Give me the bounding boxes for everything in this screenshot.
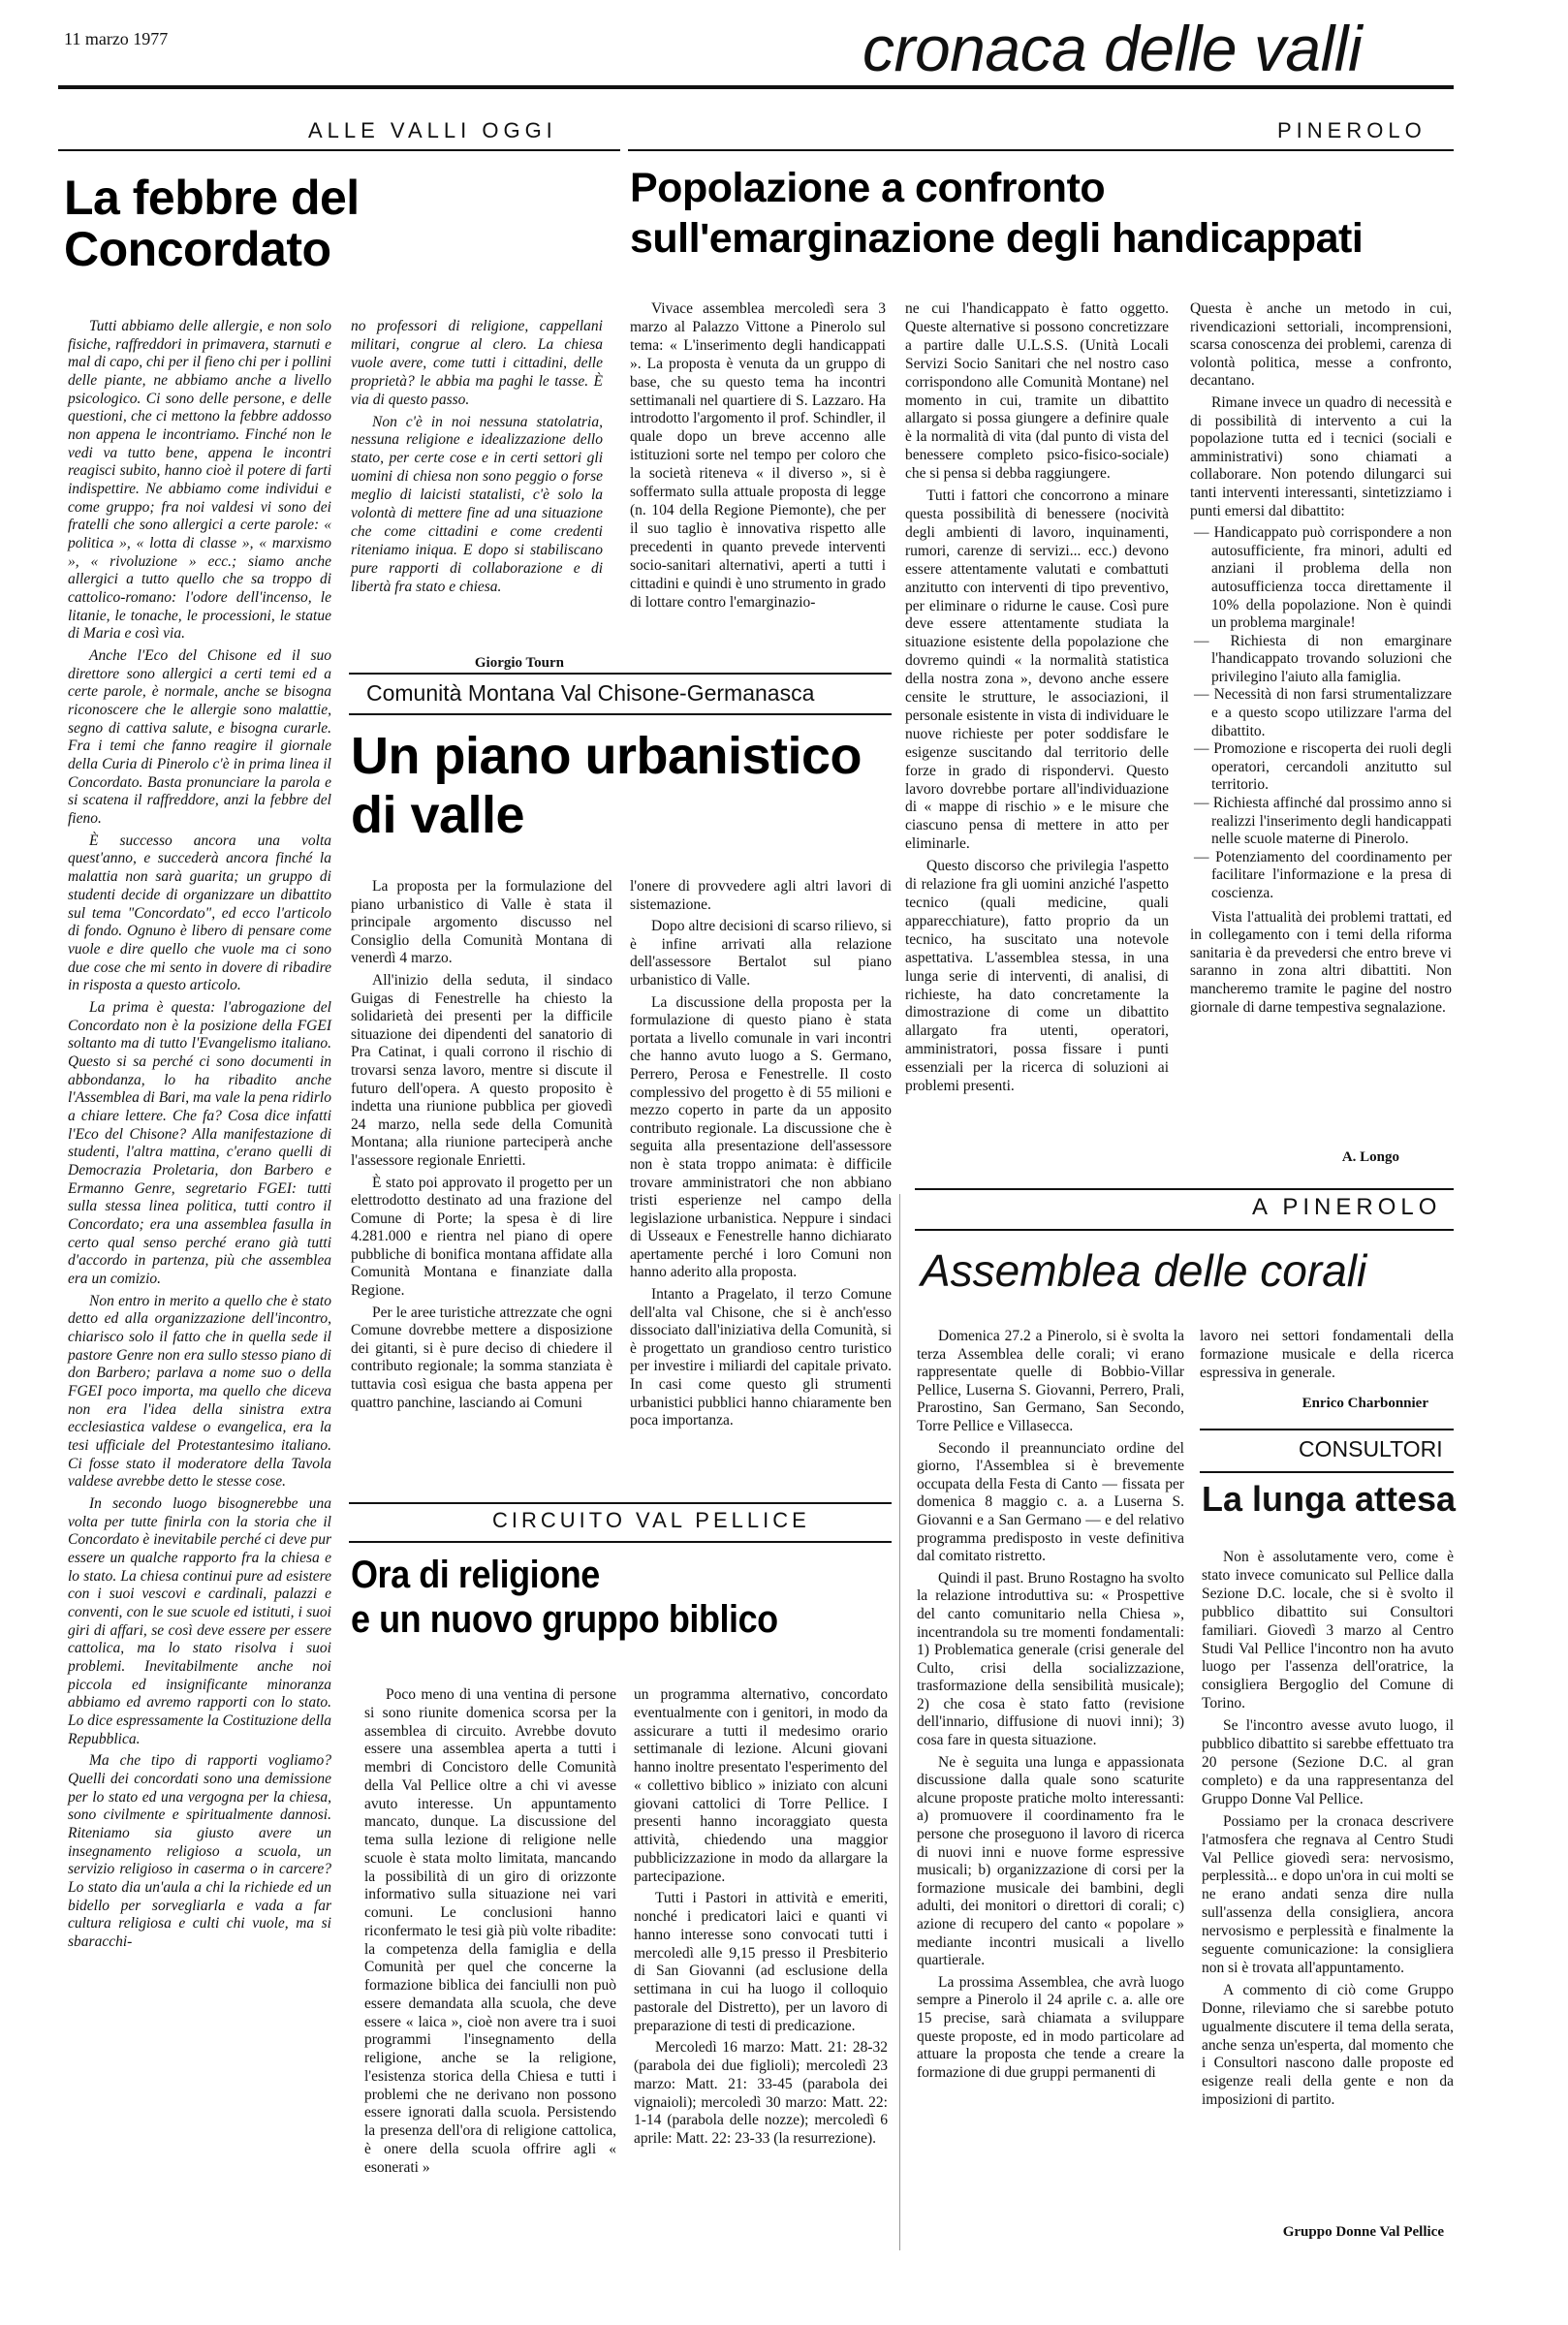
febbre-col2 (351, 318, 603, 601)
paragraph: Mercoledì 16 marzo: Matt. 21: 28-32 (parabola dei due figlioli); mercoledì 23 marzo: Matt. 21: 33-45 (parabola dei vignaioli); mercoledì 30 marzo: Matt. 22: 1-14 (parabola delle nozze); mercoledì 6 aprile: Matt. 22: 23-33 (la resurrezione). (634, 2039, 888, 2147)
headline-line: Popolazione a confronto (630, 165, 1106, 211)
paragraph: un programma alternativo, concordato eventualmente con i genitori, in modo da assicurare a tutti il medesimo orario settimanale di lezione. Alcuni giovani hanno inoltre presentato l'esperimento del « collettivo biblico » iniziato con alcuni giovani cattolici di Torre Pellice. I presenti hanno incoraggiato questa attività, chiedendo una maggior pubblicizzazione in modo da allargare la partecipazione. (634, 1686, 888, 1885)
religione-col1 (364, 1686, 616, 2181)
corali-col1 (917, 1328, 1184, 2086)
column-divider (899, 1194, 900, 2250)
paragraph: Questo discorso che privilegia l'aspetto di relazione fra gli uomini anziché l'aspetto tecnico (quali medicine, quali apparecchiature), fatto proprio da un tecnico, ha suscitato una notevole aspettativa. L'assemblea stessa, in una lunga serie di interventi, di analisi, di richieste, ha dato concretamente la dimostrazione di come un dibattito allargato fra utenti, operatori, amministratori, possa fissare i punti essenziali per la ricerca di soluzioni ai problemi presenti. (905, 858, 1169, 1095)
corali-col2 (1200, 1328, 1454, 1387)
paragraph: La prima è questa: l'abrogazione del Concordato non è la posizione della FGEI soltanto ma di tutto l'Evangelismo italiano. Questo si sa perché ci sono documenti in abbondanza, lo ha ribadito anche l'Assemblea di Bari, ma vale la pena ridirlo a chiare lettere. Che fa? Cosa dice infatti l'Eco del Chisone? Alla manifestazione di studenti, l'altra mattina, c'erano quelli di Democrazia Proletaria, don Barbero e Ermanno Genre, segretario FGEI: tutti sulla stessa linea politica, tutti contro il Concordato; era una assemblea fasulla in certo qual senso perché erano già tutti d'accordo in partenza, più che assemblea era un comizio. (68, 998, 331, 1287)
piano-col1 (351, 878, 612, 1416)
popolazione-col3 (1190, 300, 1452, 1021)
paragraph: La discussione della proposta per la formulazione di questo piano è stata portata a livello comunale in vari incontri che hanno avuto luogo a S. Germano, Perrero, Perosa e Fenestrelle. Il costo complessivo del progetto è di 55 milioni e mezzo coperto in parte da un apposito contributo regionale. La discussione che è seguita alla presentazione dell'assessore non è stata troppo animata: è difficile trovare amministratori che non abbiano tristi esperienze nel campo della legislazione urbanistica. Neppure i sindaci di Usseaux e Fenestrelle hanno dichiarato apertamente perché i loro Comuni non hanno aderito alla proposta. (630, 993, 892, 1281)
paragraph: È stato poi approvato il progetto per un elettrodotto destinato ad una frazione del Comune di Porte; la spesa è di lire 4.281.000 e rientra nel piano di opere pubbliche di bonifica montana affidate alla Comunità Montana e finanziate dalla Regione. (351, 1174, 612, 1300)
section-rule-a-pinerolo (915, 1188, 1454, 1190)
popolazione-signature: A. Longo (1341, 1149, 1399, 1165)
paragraph: Se l'incontro avesse avuto luogo, il pubblico dibattito si sarebbe effettuato tra 20 persone (Sezione D.C. al gran completo) e da una rappresentanza del Gruppo Donne Val Pellice. (1202, 1717, 1454, 1807)
section-rule-right (628, 149, 1454, 151)
paragraph: Dopo altre decisioni di scarso rilievo, si è infine arrivati alla relazione dell'assessore Bertalot sul piano urbanistico di Valle. (630, 918, 892, 989)
paragraph: Possiamo per la cronaca descrivere l'atmosfera che regnava al Centro Studi Val Pellice giovedì sera: nervosismo, perplessità... e dopo un'ora in cui molti se ne erano andati senza dire nulla sull'assenza della consigliera, ancora nervosismo e perplessità e finalmente la seguente comunicazione: la consigliera non si è trovata all'appuntamento. (1202, 1812, 1454, 1976)
paragraph: Vista l'attualità dei problemi trattati, ed in collegamento con i temi della riforma sanitaria è da prevedersi che entro breve vi saranno in zona altri dibattiti. Non mancheremo tramite le pagine del nostro giornale di darne tempestiva segnalazione. (1190, 908, 1452, 1016)
list-item: — Necessità di non farsi strumentalizzare e a questo scopo utilizzare l'arma del dibattito. (1194, 686, 1452, 739)
section-rule-comunita-bottom (349, 713, 892, 715)
section-rule-left (58, 149, 620, 151)
paragraph: Questa è anche un metodo in cui, rivendicazioni settoriali, incomprensioni, scarsa conoscenza dei problemi, carenza di volontà politica, messe a confronto, decantano. (1190, 300, 1452, 390)
list-item: — Richiesta di non emarginare l'handicappato trovando soluzioni che privilegino l'aiuto alla famiglia. (1194, 632, 1452, 685)
paragraph: Tutti abbiamo delle allergie, e non solo fisiche, raffreddori in primavera, starnuti e mal di capo, chi per il fieno chi per i pollini delle piante, ne abbiamo anche a livello psicologico. Ci sono delle persone, e delle questioni, che ci mettono la febbre addosso non appena le incontriamo. Finché non le vedi va tutto bene, appena le incontri reagisci subito, hanno cioè il potere di farti indispettire. Ne abbiamo come individui e come gruppo; fra noi valdesi vi sono dei fratelli che sono allergici a certe parole: « politica », « lotta di classe », « marxismo », « rivoluzione » ecc.; siamo anche allergici a tutto quello che sa troppo di cattolico-romano: l'odore dell'incenso, le litanie, le tonache, le processioni, le statue di Maria e così via. (68, 318, 331, 643)
paragraph: ne cui l'handicappato è fatto oggetto. Queste alternative si possono concretizzare a partire dalle U.L.S.S. (Unità Locali Servizi Socio Sanitari che nel nostro caso corrispondono alle Comunità Montane) nel momento in cui, tramite un dibattito allargato si possa giungere a definire quale è la normalità di vita (dal punto di vista del benessere completo psico-fisico-sociale) che si pensa si debba raggiungere. (905, 300, 1169, 483)
section-pinerolo: PINEROLO (1277, 118, 1427, 142)
paragraph: Per le aree turistiche attrezzate che ogni Comune dovrebbe mettere a disposizione dei gitanti, si è pure deciso di chiedere il contributo regionale; la somma stanziata è tuttavia così esigua che basta appena per quattro panchine, lasciando ai Comuni (351, 1304, 612, 1411)
headline-line: sull'emarginazione degli handicappati (630, 214, 1364, 262)
paragraph: no professori di religione, cappellani militari, congrue al clero. La chiesa vuole avere, come tutti i cittadini, delle proprietà? le abbia ma paghi le tasse. È via di questo passo. (351, 318, 603, 408)
section-rule-comunita (349, 673, 892, 675)
section-rule-consultori (1200, 1429, 1454, 1430)
paragraph: Anche l'Eco del Chisone ed il suo direttore sono allergici a certi temi ed a certe parole, è normale, anche se bisogna riconoscere che le allergie sono malattie, segno di cattiva salute, e bisogna curarle. Fra i temi che fanno reagire il giornale della Curia di Pinerolo c'è in prima linea il Concordato. Basta pronunciare la parola e si scatena il raffreddore, anzi la febbre del fieno. (68, 647, 331, 828)
section-circuito: CIRCUITO VAL PELLICE (492, 1508, 810, 1532)
headline-religione (351, 1555, 839, 1641)
febbre-signature: Giorgio Tourn (474, 655, 564, 671)
attesa-col (1202, 1549, 1454, 2114)
headline-line: Ora di religione (351, 1554, 600, 1596)
list-item: — Potenziamento del coordinamento per facilitare l'informazione e la presa di coscienza. (1194, 848, 1452, 901)
religione-col2 (634, 1686, 888, 2152)
paragraph: Non entro in merito a quello che è stato detto ed alla organizzazione dell'incontro, chiarisco solo il fatto che in quella sede il pastore Genre non era sullo stesso piano di don Barbero; parlava a nome suo o della FGEI poco importa, ma quello che diceva non era l'idea della sinistra extra ecclesiastica valdese o evangelica, era la tesi ufficiale del Protestantesimo italiano. Ci fosse stato il moderatore della Tavola valdese avrebbe detto le stesse cose. (68, 1292, 331, 1491)
paragraph: l'onere di provvedere agli altri lavori di sistemazione. (630, 878, 892, 913)
attesa-signature: Gruppo Donne Val Pellice (1282, 2224, 1444, 2240)
popolazione-col1 (630, 300, 886, 615)
paragraph: Ma che tipo di rapporti vogliamo? Quelli dei concordati sono una demissione per lo stato ed una vergogna per la chiesa, sono civilmente e spiritualmente dannosi. Riteniamo sia giusto avere un insegnamento religioso a scuola, un servizio religioso in caserma o in carcere? Lo stato dia un'aula a chi la richiede ed un bidello per sorvegliarla e vada a far cultura religiosa e culti chi vuole, ma si sbaracchi- (68, 1752, 331, 1951)
list-item: — Promozione e riscoperta dei ruoli degli operatori, cercandoli anzitutto sul territorio. (1194, 740, 1452, 794)
section-rule-consultori-bottom (1200, 1471, 1454, 1473)
paragraph: Quindi il past. Bruno Rostagno ha svolto la relazione introduttiva su: « Prospettive del canto comunitario nella Chiesa », incentrandola su tre momenti fondamentali: 1) Problematica generale (crisi generale del Culto, crisi della socializzazione, trasformazione della sensibilità musicale); 2) che cosa è stato fatto (revisione dell'innario, diffusione di nuovi inni); 3) cosa fare in questa situazione. (917, 1569, 1184, 1749)
headline-popolazione (630, 167, 1454, 261)
headline-line: e un nuovo gruppo biblico (351, 1598, 778, 1642)
paragraph: Secondo il preannunciato ordine del giorno, l'Assemblea si è brevemente occupata della Festa di Canto — fissata per domenica 8 maggio c. a. a Luserna S. Giovanni e a San Germano — e del relativo programma predisposto in veste definitiva dal comitato ristretto. (917, 1439, 1184, 1565)
paragraph: Rimane invece un quadro di necessità e di possibilità di intervento a cui la popolazione tutta ed i tecnici (sociali e amministrativi) sono chiamati a collaborare. Non potendo dilungarci sui tanti interventi interessanti, sintetizziamo i punti emersi dal dibattito: (1190, 393, 1452, 519)
febbre-col1 (68, 318, 331, 1956)
paragraph: Ne è seguita una lunga e appassionata discussione dalla quale sono scaturite alcune proposte pratiche molto interessanti: a) promuovere il coordinamento fra le persone che proseguono il lavoro di ricerca di nuovi inni e nuove forme espressive musicali; b) organizzazione di corsi per la formazione musicale dei bambini, degli adulti, dei monitori o direttori di corali; c) azione di recupero del canto « popolare » mediante incontri musicali a livello quartierale. (917, 1753, 1184, 1969)
section-rule-a-pinerolo-bottom (915, 1229, 1454, 1231)
section-rule-circuito-bottom (349, 1541, 892, 1543)
headline-line: Un piano urbanistico (351, 727, 862, 785)
section-alle-valli: ALLE VALLI OGGI (308, 118, 557, 142)
paragraph: Tutti i fattori che concorrono a minare questa possibilità di benessere (nocività degli ambienti di lavoro, inquinamenti, rumori, carenze di servizi... ecc.) devono essere attentamente valutati e combattuti anzitutto con interventi di tipo preventivo, per eliminare o ridurne le cause. Così pure deve essere attentamente studiata la situazione esistente della popolazione che dovremo quindi « la normalità statistica della nostra zona », devono anche essere censite le strutture, le associazioni, il personale esistente in vista di individuare le nuove richieste per poter soddisfare le esigenze suscitando dal territorio delle forze in grado di rispondervi. Questo lavoro dovrebbe portare all'individuazione di « mappe di rischio » e le misure che ciascuno pensa di mettere in atto per eliminarle. (905, 487, 1169, 853)
popolazione-col2 (905, 300, 1169, 1100)
paragraph: È successo ancora una volta quest'anno, e succederà ancora finché la malattia non sarà guarita; un gruppo di studenti decide di organizzare un dibattito sul tema "Concordato", ed ecco l'articolo di fondo. Ognuno è libero di pensare come vuole e dire quello che vuole ma ci sono due cose che mi sento in dovere di ribadire in risposta a questo articolo. (68, 832, 331, 994)
paragraph: In secondo luogo bisognerebbe una volta per tutte finirla con la storia che il Concordato è inevitabile perché ci deve pur essere un qualche rapporto fra la chiesa e lo stato. La chiesa continui pure ad esistere con i suoi vescovi e cardinali, palazzi e conventi, con le sue scuole ed istituti, i suoi giri di affari, se così deve essere per essere cattolica, ma lo stato risolva i suoi problemi. Inevitabilmente anche noi piccola ed insignificante minoranza abbiamo ed avremo rapporti con lo stato. Lo dice espressamente la Costituzione della Repubblica. (68, 1495, 331, 1747)
paragraph: All'inizio della seduta, il sindaco Guigas di Fenestrelle ha chiesto la solidarietà dei presenti per la difficile situazione dei dipendenti del sanatorio di Pra Catinat, i quali corrono il rischio di trovarsi senza lavoro, mentre si discute il futuro dell'opera. A questo proposito è indetta una riunione pubblica per giovedì 24 marzo, nella sede della Comunità Montana; alla riunione parteciperà anche l'assessore regionale Enrietti. (351, 971, 612, 1169)
paragraph: Domenica 27.2 a Pinerolo, si è svolta la terza Assemblea delle corali; vi erano rappresentate quelle di Bobbio-Villar Pellice, Luserna S. Giovanni, Perrero, Prali, Prarostino, San Germano, San Secondo, Torre Pellice e Villasecca. (917, 1328, 1184, 1434)
paragraph: Non c'è in noi nessuna statolatria, nessuna religione e idealizzazione dello stato, per certe cose e in certi settori gli uomini di chiesa non sono peggio o forse meglio di laicisti statalisti, c'è solo la volontà di mettere fine ad una situazione che come cittadini e come credenti riteniamo iniqua. E dopo si stabiliscano pure rapporti di collaborazione e di libertà fra stato e chiesa. (351, 413, 603, 595)
paragraph: Poco meno di una ventina di persone si sono riunite domenica scorsa per la assemblea di circuito. Avrebbe dovuto essere una assemblea aperta a tutti i membri di Concistoro delle Comunità della Val Pellice oltre a chi vi avesse avuto interesse. Un appuntamento mancato, dunque. La discussione del tema sulla lezione di religione nelle scuole è stata molto limitata, mancando la possibilità di un giro di orizzonte informativo sulla situazione nei vari comuni. Le conclusioni hanno riconfermato le tesi già più volte ribadite: la competenza della famiglia e della Comunità per quel che concerne la formazione biblica dei fanciulli non può essere demandata alla scuola, che deve essere « laica », cioè non avere tra i suoi programmi l'insegnamento della religione, anche se la religione, l'esistenza storica della Chiesa e tutti i problemi che ne derivano non possono essere ignorati dalla scuola. Persistendo la presenza dell'ora di religione cattolica, è onere della scuola offrire agli « esonerati » (364, 1686, 616, 2176)
paragraph: A commento di ciò come Gruppo Donne, rileviamo che si sarebbe potuto ugualmente discutere il tema della serata, anche senza un'esperta, dal momento che i Consultori nascono dalle proposte ed esigenze reali della gente e non da imposizioni di partito. (1202, 1981, 1454, 2109)
paragraph: lavoro nei settori fondamentali della formazione musicale e della ricerca espressiva in generale. (1200, 1328, 1454, 1381)
headline-piano (351, 729, 894, 843)
headline-febbre: La febbre del Concordato (64, 171, 360, 276)
section-a-pinerolo: A PINEROLO (1252, 1194, 1442, 1220)
paragraph: Tutti i Pastori in attività e emeriti, nonché i predicatori laici e quanti vi hanno interesse sono convocati tutti i mercoledì alle 9,15 presso il Presbiterio di San Giovanni (ad esclusione della settimana in cui ha luogo il colloquio pastorale del Distretto), per un lavoro di preparazione di testi di predicazione. (634, 1890, 888, 2034)
paragraph: Intanto a Pragelato, il terzo Comune dell'alta val Chisone, che si è anch'esso dissociato dall'iniziativa della Comunità, si è progettato un grandioso centro turistico per investire i miliardi del capitale privato. In casi come questo gli strumenti urbanistici pubblici hanno chiaramente ben poca importanza. (630, 1286, 892, 1430)
paragraph: Non è assolutamente vero, come è stato invece comunicato sul Pellice dalla Sezione D.C. locale, che si è svolto il pubblico dibattito sui Consultori familiari. Giovedì 3 marzo al Centro Studi Val Pellice l'incontro non ha avuto luogo per l'assenza dell'oratrice, la consigliera Bergoglio del Comune di Torino. (1202, 1549, 1454, 1712)
corali-signature: Enrico Charbonnier (1301, 1396, 1428, 1411)
section-consultori: CONSULTORI (1299, 1436, 1443, 1461)
paragraph: La proposta per la formulazione del piano urbanistico di Valle è stata il principale argomento discusso nel Consiglio della Comunità Montana di venerdì 4 marzo. (351, 878, 612, 967)
list-item: — Richiesta affinché dal prossimo anno si realizzi l'inserimento degli handicappati nelle scuole materne di Pinerolo. (1194, 795, 1453, 848)
headline-attesa: La lunga attesa (1202, 1479, 1457, 1519)
newspaper-masthead: cronaca delle valli (862, 13, 1363, 84)
section-rule-circuito (349, 1502, 892, 1504)
headline-corali: Assemblea delle corali (921, 1245, 1367, 1296)
issue-date: 11 marzo 1977 (64, 29, 169, 48)
paragraph: Vivace assemblea mercoledì sera 3 marzo al Palazzo Vittone a Pinerolo sul tema: « L'inserimento degli handicappati ». La proposta è venuta da un gruppo di base, che su questo tema ha incontri settimanali nel quartiere di S. Lazzaro. Ha introdotto l'argomento il prof. Schindler, il quale dopo un breve accenno alle istituzioni sorte nel tempo per coloro che la società riteneva « il diverso », si è soffermato sulla attuale proposta di legge (n. 104 della Regione Piemonte), che per il suo taglio è innovativa rispetto alle precedenti in quanto prevede interventi socio-sanitari alternativi, aperti a tutti i cittadini e quindi è uno strumento in grado di lottare contro l'emarginazio- (630, 300, 886, 611)
headline-line: di valle (351, 786, 525, 845)
piano-col2 (630, 878, 892, 1434)
masthead-rule (58, 85, 1454, 89)
section-comunita: Comunità Montana Val Chisone-Germanasca (366, 680, 815, 706)
list-item: — Handicappato può corrispondere a non autosufficiente, fra minori, adulti ed anziani il problema della non autosufficienza tocca direttamente il 10% della popolazione. Non è quindi un problema marginale! (1194, 524, 1453, 632)
paragraph: La prossima Assemblea, che avrà luogo sempre a Pinerolo il 24 aprile c. a. alle ore 15 precise, sarà chiamata a sviluppare queste proposte, ed in modo particolare ad attuare la proposta che tende a creare la formazione di due gruppi permanenti di (917, 1973, 1184, 2081)
